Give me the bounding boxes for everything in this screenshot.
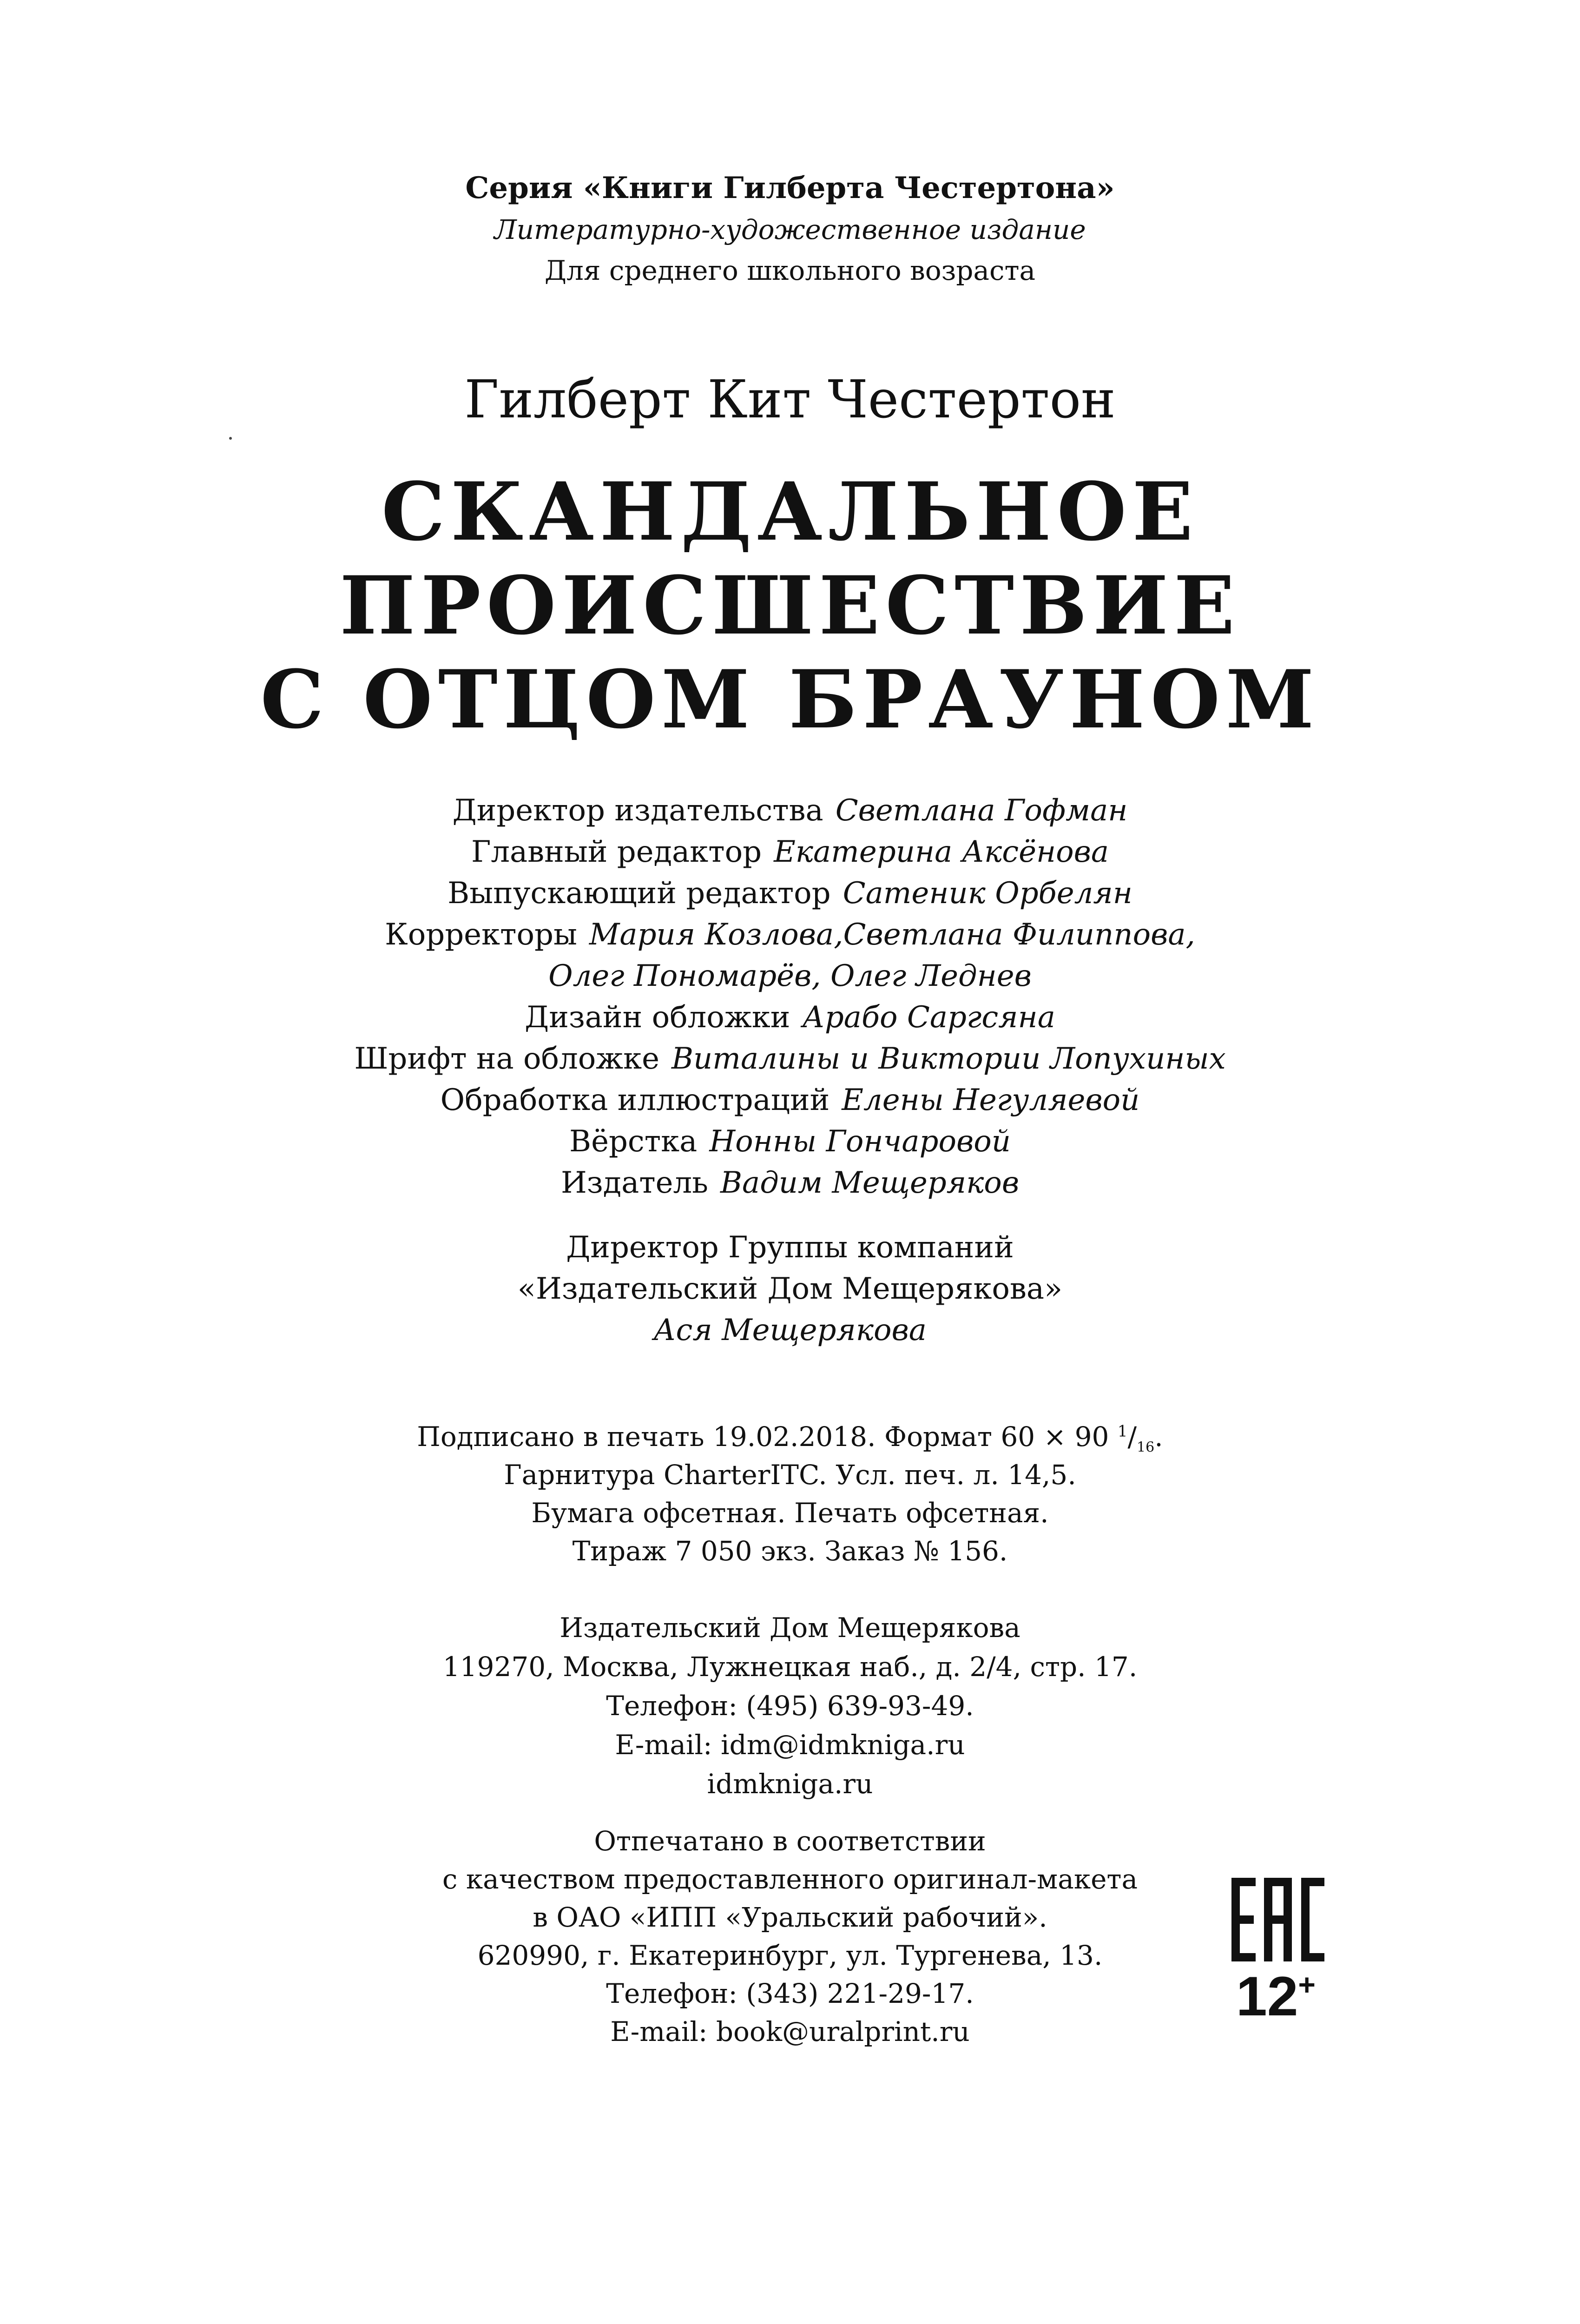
credit-name: Мария Козлова,Светлана Филиппова,: [589, 918, 1195, 952]
print-signed-format: [0, 1418, 1580, 1456]
print-paper: Бумага офсетная. Печать офсетная.: [531, 1497, 1049, 1529]
credit-role: Выпускающий редактор: [448, 876, 831, 911]
print-typeface: Гарнитура CharterITC. Усл. печ. л. 14,5.: [504, 1459, 1076, 1491]
credit-name: Арабо Саргсяна: [802, 1000, 1055, 1035]
director-name: Ася Мещерякова: [653, 1313, 927, 1347]
credit-role: Вёрстка: [569, 1124, 698, 1159]
credit-line: [0, 1162, 1580, 1204]
credit-role: Шрифт на обложке: [354, 1042, 659, 1076]
publisher-name: Издательский Дом Мещерякова: [560, 1612, 1020, 1644]
credit-role: Корректоры: [385, 918, 577, 952]
credit-name: Екатерина Аксёнова: [774, 835, 1109, 869]
credit-name: Олег Пономарёв, Олег Леднев: [548, 959, 1032, 993]
book-author: Гилберт Кит Честертон: [464, 370, 1116, 430]
credit-name: Вадим Мещеряков: [720, 1166, 1020, 1200]
credit-line: [0, 790, 1580, 832]
director-role: Директор Группы компаний: [566, 1230, 1014, 1265]
age-rating-plus: +: [1298, 1968, 1316, 2001]
director-company: «Издательский Дом Мещерякова»: [517, 1272, 1063, 1306]
book-title: [0, 465, 1580, 746]
credit-line: [0, 956, 1580, 997]
credit-line: [0, 1038, 1580, 1080]
publisher-email: E-mail: idm@idmkniga.ru: [615, 1729, 965, 1761]
credit-line: [0, 1080, 1580, 1121]
printer-email: E-mail: book@uralprint.ru: [610, 2016, 970, 2047]
printer-line-1: Отпечатано в соответствии: [594, 1825, 986, 1857]
print-info-block: [0, 1418, 1580, 1570]
printer-address: 620990, г. Екатеринбург, ул. Тургенева, 13.: [477, 1940, 1103, 1971]
credit-line: [0, 1121, 1580, 1162]
printer-name: в ОАО «ИПП «Уральский рабочий».: [533, 1901, 1047, 1933]
print-signed-text: Подписано в печать 19.02.2018. Формат 60 × 90: [417, 1421, 1118, 1452]
format-fraction-slash: /: [1127, 1421, 1137, 1452]
printer-line-2: с качеством предоставленного оригинал-макета: [442, 1863, 1138, 1895]
credit-role: Дизайн обложки: [525, 1000, 790, 1035]
title-line-1: СКАНДАЛЬНОЕ: [381, 464, 1199, 559]
credit-role: Директор издательства: [452, 793, 823, 828]
credit-name: Елены Негуляевой: [842, 1083, 1140, 1117]
credit-role: Издатель: [560, 1166, 708, 1200]
format-fraction-numerator: 1: [1117, 1422, 1128, 1441]
series-block: [0, 167, 1580, 291]
format-end: .: [1154, 1421, 1163, 1452]
title-line-3: С ОТЦОМ БРАУНОМ: [260, 652, 1320, 746]
printer-block: [0, 1822, 1580, 2051]
age-audience: Для среднего школьного возраста: [544, 255, 1036, 286]
credit-name: Светлана Гофман: [835, 793, 1128, 828]
credits-list: [0, 790, 1580, 1204]
title-line-2: ПРОИСШЕСТВИЕ: [339, 558, 1241, 653]
age-rating-badge: [1236, 1966, 1316, 2027]
credit-line: [0, 914, 1580, 956]
printer-phone: Телефон: (343) 221-29-17.: [606, 1978, 974, 2009]
edition-type: Литературно-художественное издание: [494, 214, 1086, 245]
print-run: Тираж 7 050 экз. Заказ № 156.: [572, 1535, 1008, 1567]
credit-name: Виталины и Виктории Лопухиных: [672, 1042, 1226, 1076]
credit-name: Сатеник Орбелян: [843, 876, 1132, 911]
publisher-address: 119270, Москва, Лужнецкая наб., д. 2/4, стр. 17.: [442, 1651, 1138, 1683]
credit-role: Обработка иллюстраций: [440, 1083, 830, 1117]
credit-line: [0, 832, 1580, 873]
publisher-phone: Телефон: (495) 639-93-49.: [606, 1690, 974, 1722]
credit-line: [0, 997, 1580, 1038]
format-fraction-denominator: 16: [1137, 1439, 1155, 1456]
stray-dot: [229, 437, 232, 440]
credit-line: [0, 873, 1580, 914]
age-rating-number: 12: [1236, 1965, 1298, 2027]
series-name: Серия «Книги Гилберта Честертона»: [465, 171, 1115, 205]
publisher-block: [0, 1608, 1580, 1803]
credit-role: Главный редактор: [471, 835, 762, 869]
eac-mark-icon: [1231, 1878, 1324, 1961]
credit-name: Нонны Гончаровой: [709, 1124, 1011, 1159]
group-director-block: [0, 1227, 1580, 1351]
publisher-website: idmkniga.ru: [707, 1768, 873, 1800]
